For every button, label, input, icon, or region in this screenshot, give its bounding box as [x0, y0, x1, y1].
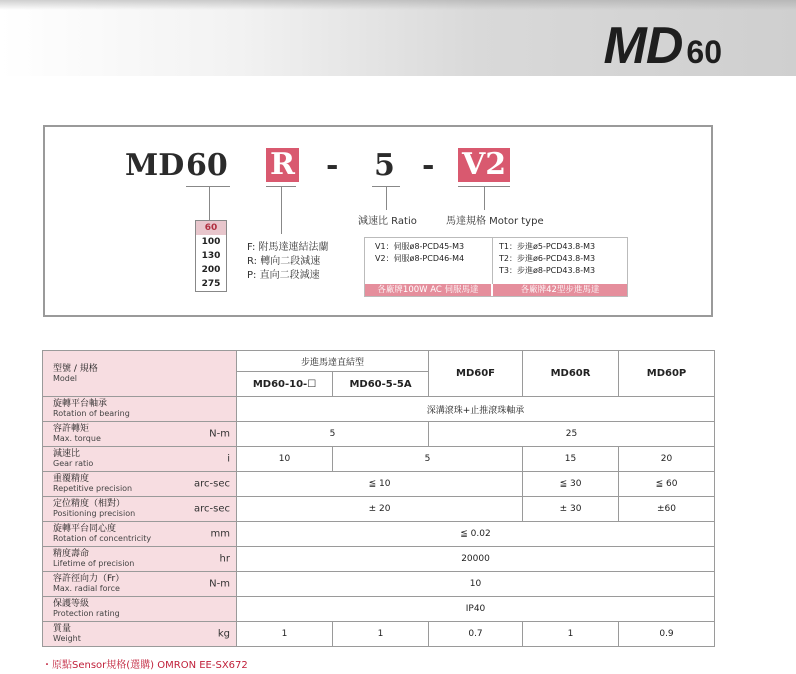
code-dash-1: -	[326, 148, 339, 183]
size-item: 200	[201, 265, 221, 275]
code-type: R	[266, 148, 299, 182]
cell: 20000	[237, 547, 715, 572]
header-md60r: MD60R	[523, 351, 619, 397]
table-row	[43, 522, 715, 547]
code-series: MD	[125, 148, 185, 183]
cell: 0.9	[619, 622, 715, 647]
header-md60-10: MD60-10-☐	[237, 372, 333, 397]
row-label: 保護等級 Protection rating	[43, 597, 237, 622]
option-r: R: 轉向二段減速	[247, 256, 321, 267]
stepper-bar: 各廠牌42型步進馬達	[493, 284, 627, 296]
size-list	[195, 220, 227, 292]
cell: IP40	[237, 597, 715, 622]
sensor-note: ・原點Sensor規格(選購) OMRON EE-SX672	[42, 660, 248, 671]
motor-t3: T3：步進ø8-PCD43.8-M3	[499, 266, 596, 275]
cell: 20	[619, 447, 715, 472]
row-label: 定位精度（相對） Positioning precision arc-sec	[43, 497, 237, 522]
header-shade	[0, 0, 796, 10]
motor-divider	[492, 238, 493, 284]
cell: 5	[237, 422, 429, 447]
header-md60p: MD60P	[619, 351, 715, 397]
cell: 1	[333, 622, 429, 647]
row-label: 容許轉矩 Max. torque N-m	[43, 422, 237, 447]
servo-bar: 各廠牌100W AC 伺服馬達	[365, 284, 491, 296]
table-row	[43, 472, 715, 497]
row-label: 質量 Weight kg	[43, 622, 237, 647]
ratio-leader	[386, 186, 387, 210]
table-row	[43, 397, 715, 422]
cell: ± 30	[523, 497, 619, 522]
page-title	[604, 16, 722, 76]
servo-options	[375, 238, 491, 287]
motor-v1: V1：伺服ø8-PCD45-M3	[375, 242, 465, 251]
header-model: 型號 / 規格 Model	[43, 351, 237, 397]
spec-table	[42, 350, 715, 647]
table-row	[43, 597, 715, 622]
cell: ≦ 10	[237, 472, 523, 497]
table-row	[43, 422, 715, 447]
header-md60f: MD60F	[429, 351, 523, 397]
cell: 25	[429, 422, 715, 447]
code-ratio: 5	[374, 148, 395, 183]
option-p: P: 直向二段減速	[247, 270, 320, 281]
header-md60-5-5a: MD60-5-5A	[333, 372, 429, 397]
title-sub: 60	[686, 34, 722, 70]
size-item: 130	[201, 251, 221, 261]
size-underline	[186, 186, 230, 187]
cell: 15	[523, 447, 619, 472]
cell: ≦ 0.02	[237, 522, 715, 547]
size-item: 100	[201, 237, 221, 247]
cell: 10	[237, 447, 333, 472]
cell: 1	[523, 622, 619, 647]
row-label: 減速比 Gear ratio i	[43, 447, 237, 472]
size-item: 275	[201, 279, 221, 289]
cell: 5	[333, 447, 523, 472]
cell: ≦ 60	[619, 472, 715, 497]
row-label: 旋轉平台同心度 Rotation of concentricity mm	[43, 522, 237, 547]
motor-t1: T1：步進ø5-PCD43.8-M3	[499, 242, 596, 251]
cell: 10	[237, 572, 715, 597]
cell: ≦ 30	[523, 472, 619, 497]
table-row	[43, 572, 715, 597]
motor-v2: V2：伺服ø8-PCD46-M4	[375, 254, 465, 263]
size-item: 60	[196, 221, 226, 235]
cell: ± 20	[237, 497, 523, 522]
table-row	[43, 447, 715, 472]
table-row	[43, 547, 715, 572]
motor-t2: T2：步進ø6-PCD43.8-M3	[499, 254, 596, 263]
cell: 深溝滾珠+止推滾珠軸承	[237, 397, 715, 422]
code-dash-2: -	[422, 148, 435, 183]
stepper-options	[499, 238, 627, 287]
row-label: 重覆精度 Repetitive precision arc-sec	[43, 472, 237, 497]
code-motor: V2	[458, 148, 510, 182]
header-group: 步進馬達直結型	[237, 351, 429, 372]
option-f: F: 附馬達連結法蘭	[247, 242, 329, 253]
title-main: MD	[603, 17, 683, 75]
size-leader	[209, 186, 210, 220]
table-row	[43, 622, 715, 647]
row-label: 精度壽命 Lifetime of precision hr	[43, 547, 237, 572]
cell: ±60	[619, 497, 715, 522]
cell: 0.7	[429, 622, 523, 647]
row-label: 容許徑向力（Fr） Max. radial force N-m	[43, 572, 237, 597]
motor-options-box	[364, 237, 628, 297]
code-size: 60	[186, 148, 228, 183]
table-header-row	[43, 351, 715, 372]
row-label: 旋轉平台軸承 Rotation of bearing	[43, 397, 237, 422]
motor-type-label: 馬達規格 Motor type	[446, 216, 544, 227]
ratio-label: 減速比 Ratio	[358, 216, 417, 227]
motor-leader	[484, 186, 485, 210]
table-row	[43, 497, 715, 522]
type-leader	[281, 186, 282, 234]
cell: 1	[237, 622, 333, 647]
